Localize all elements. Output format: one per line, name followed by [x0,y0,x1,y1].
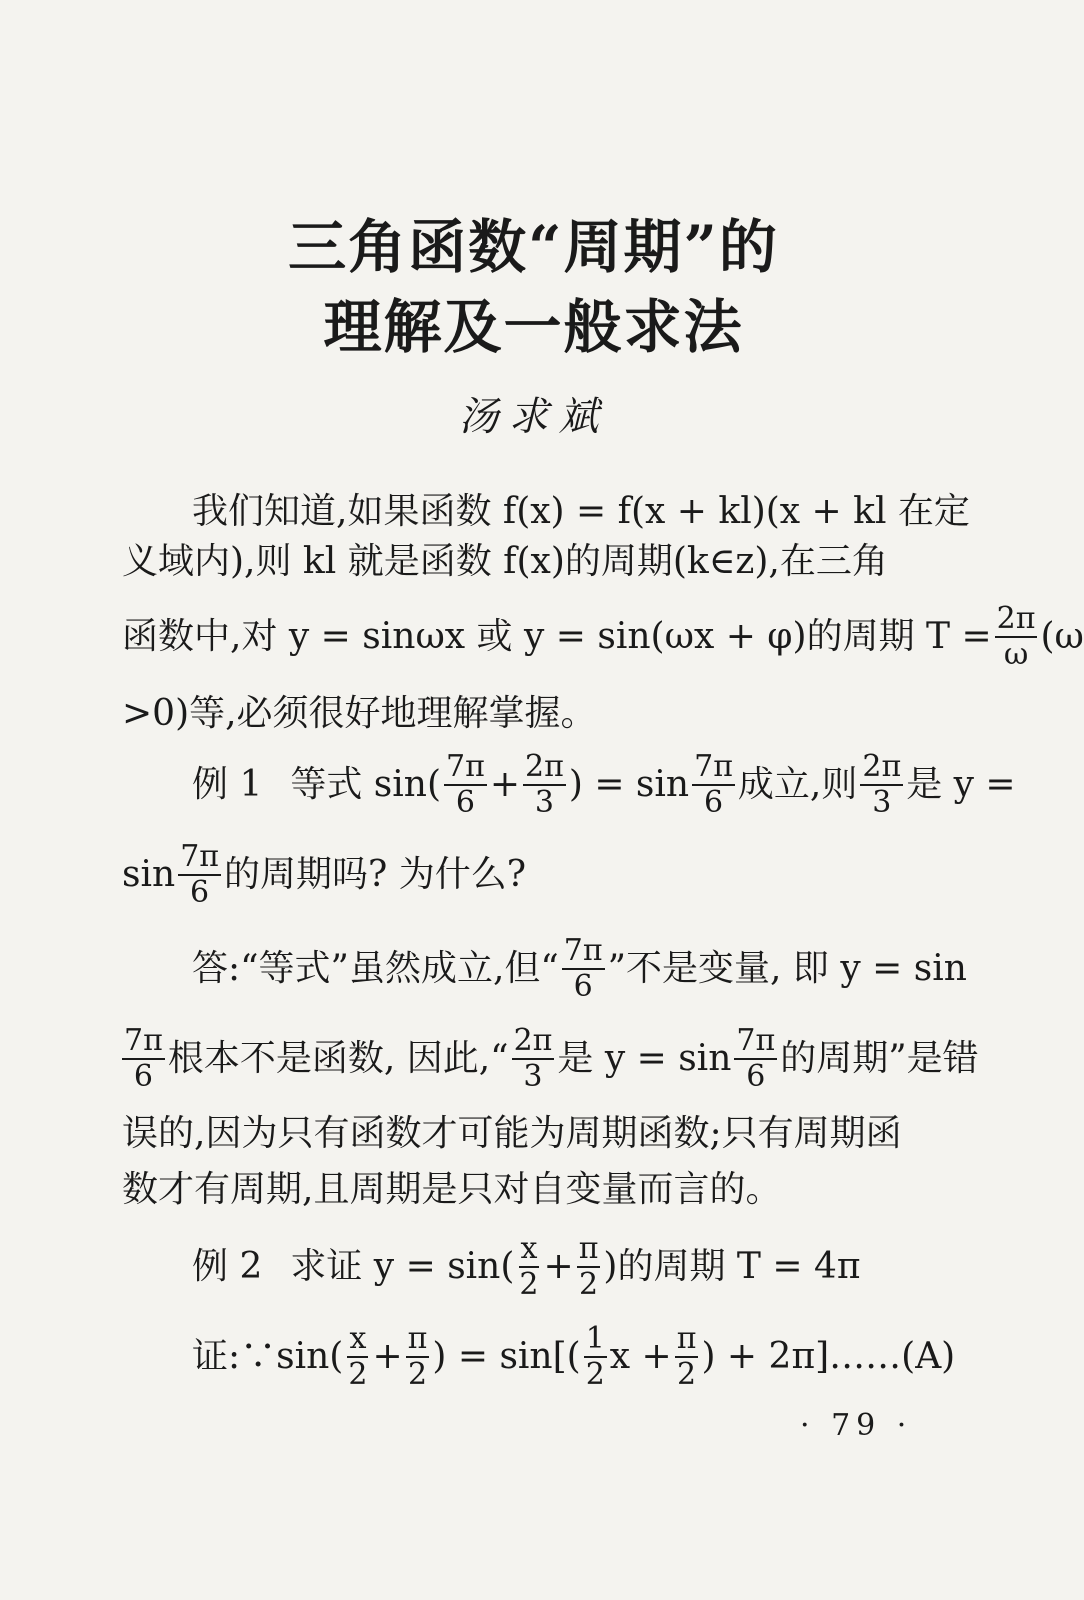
fraction: $\frac{x}{2}$ [519,1231,539,1302]
title-line-2: 理解及一般求法 [323,293,744,361]
fraction: $\frac{7\pi}{6}$ [180,839,219,910]
fraction: $\frac{\pi}{2}$ [578,1231,599,1302]
fraction: $\frac{7\pi}{6}$ [446,749,485,820]
example1-label: 例 1 [192,764,263,805]
answer1-line-4: 数才有周期,且周期是只对自变量而言的。 [122,1169,782,1210]
fraction: $\frac{\pi}{2}$ [676,1321,697,1392]
author: 汤求斌 [458,394,609,440]
fraction: $\frac{7\pi}{6}$ [736,1023,776,1094]
page-number: · 79 · [800,1408,913,1443]
fraction: $\frac{2\pi}{3}$ [513,1023,553,1094]
intro-line-1: 我们知道,如果函数 f(x) = f(x + kl)(x + kl 在定 [192,491,970,532]
answer1-line-1: 答:“等式”虽然成立,但“ $\frac{7\pi}{6}$ ”不是变量, 即 y = sin [192,933,967,1004]
answer1-line-2: $\frac{7\pi}{6}$ 根本不是函数, 因此,“ $\frac{2\pi}{3}$ 是 y = sin $\frac{7\pi}{6}$ 的周期”是错 [124,1023,979,1094]
fraction: $\frac{2\pi}{3}$ [862,749,902,820]
answer1-line-3: 误的,因为只有函数才可能为周期函数;只有周期函 [122,1113,902,1154]
title-line-1: 三角函数“周期”的 [288,213,779,281]
proof-line: 证:∵sin( $\frac{x}{2}$ + $\frac{\pi}{2}$ ) = sin[( $\frac{1}{2}$ x + $\frac{\pi}{2}$ ) + 2π]……(A) [192,1321,956,1392]
fraction: $\frac{2\pi}{3}$ [525,749,564,820]
example1-line-2: sin $\frac{7\pi}{6}$ 的周期吗? 为什么? [122,839,527,910]
fraction: $\frac{\pi}{2}$ [407,1321,428,1392]
intro-line-4: >0)等,必须很好地理解掌握。 [122,693,597,734]
example2-line: 例 2 求证 y = sin( $\frac{x}{2}$ + $\frac{\pi}{2}$ )的周期 T = 4π [192,1231,861,1302]
fraction: $\frac{7\pi}{6}$ [694,749,733,820]
fraction: $\frac{x}{2}$ [348,1321,368,1392]
example1-line-1: 例 1 等式 sin( $\frac{7\pi}{6}$ + $\frac{2\pi}{3}$ ) = sin $\frac{7\pi}{6}$ 成立,则 $\frac{2\pi}{3}$ 是 y = [192,749,1016,820]
example2-label: 例 2 [192,1246,263,1287]
fraction: $\frac{1}{2}$ [585,1321,605,1392]
fraction: $\frac{2\pi}{\omega}$ [996,601,1036,672]
intro-line-2: 义域内),则 kl 就是函数 f(x)的周期(k∈z),在三角 [122,541,888,582]
fraction: $\frac{7\pi}{6}$ [563,933,603,1004]
fraction: $\frac{7\pi}{6}$ [124,1023,163,1094]
intro-line-3: 函数中,对 y = sinωx 或 y = sin(ωx + φ)的周期 T = $\frac{2\pi}{\omega}$ (ω [122,601,1084,672]
